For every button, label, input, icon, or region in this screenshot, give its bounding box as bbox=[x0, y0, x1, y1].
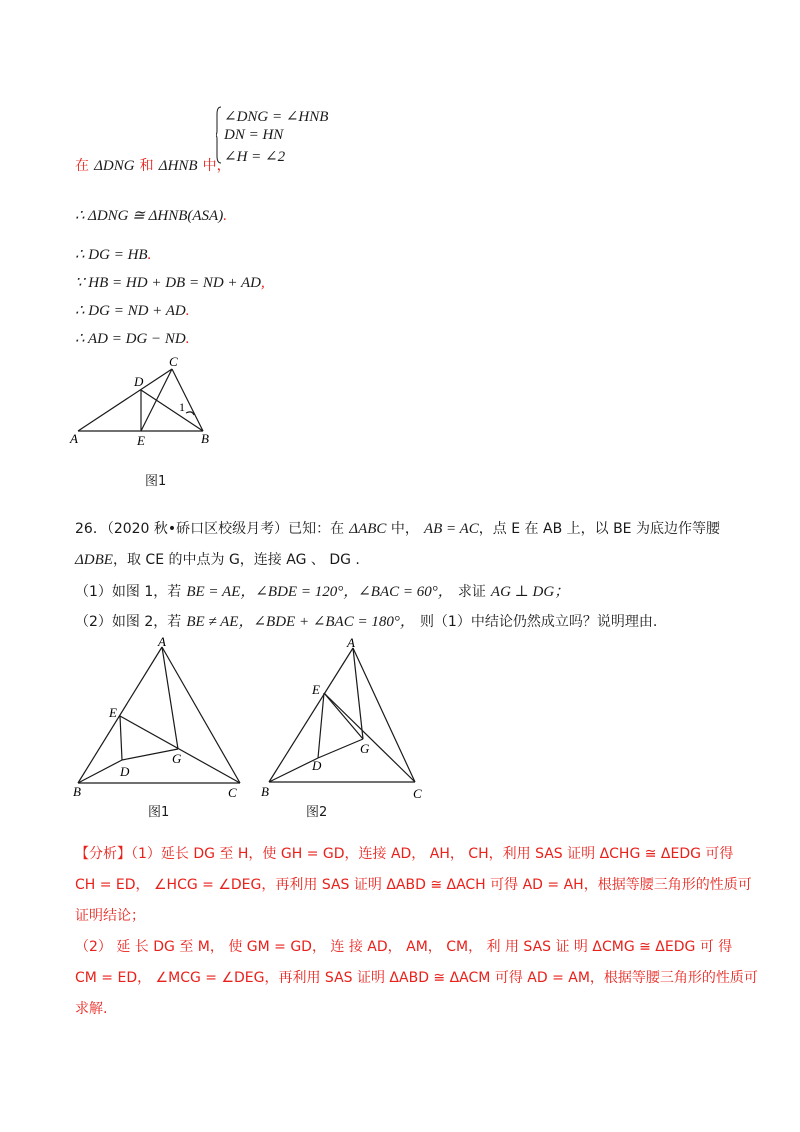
q2-a: （2）如图 2，若 bbox=[75, 614, 182, 630]
proof-step-2 bbox=[75, 244, 151, 264]
problem-line-2 bbox=[75, 549, 360, 569]
q1-a: （1）如图 1，若 bbox=[75, 584, 182, 600]
step-1-text: ∴ ΔDNG ≅ ΔHNB(ASA) bbox=[75, 208, 224, 224]
fig1-label-A: A bbox=[158, 635, 166, 649]
problem-point-e: ，点 E 在 AB 上，以 BE 为底边作等腰 bbox=[478, 521, 720, 537]
q2-b: BE ≠ AE，∠BDE + ∠BAC = 180°， bbox=[186, 614, 415, 630]
figure-2-caption: 图2 bbox=[306, 805, 328, 820]
fig-top-label-E: E bbox=[137, 433, 145, 448]
fig1-label-B: B bbox=[73, 784, 81, 799]
problem-line-1 bbox=[75, 518, 720, 538]
analysis-tag: 【分析】 bbox=[75, 846, 131, 862]
analysis-p2-line-2: CM = ED， ∠MCG = ∠DEG，再利用 SAS 证明 ΔABD ≅ ΔACM 可得 AD = AM，根据等腰三角形的性质可 bbox=[75, 970, 758, 986]
step-3-end: , bbox=[261, 275, 265, 291]
q2-c: 则（1）中结论仍然成立吗？说明理由. bbox=[419, 614, 658, 630]
analysis-p1-line-2: CH = ED， ∠HCG = ∠DEG，再利用 SAS 证明 ΔABD ≅ ΔACH 可得 AD = AH，根据等腰三角形的性质可 bbox=[75, 877, 752, 893]
problem-ab-ac: AB = AC bbox=[423, 521, 479, 537]
step-1-end: . bbox=[223, 208, 227, 224]
seg-AC bbox=[78, 369, 172, 431]
intro-triangle-1: ΔDNG bbox=[94, 158, 135, 174]
problem-zhong: 中， bbox=[386, 521, 419, 537]
analysis-p2-line-3: 求解. bbox=[75, 1001, 108, 1017]
seg-DB bbox=[141, 390, 203, 431]
problem-number: 26． bbox=[75, 521, 107, 537]
problem-triangle-dbe: ΔDBE bbox=[75, 552, 113, 568]
fig1-label-G: G bbox=[172, 751, 182, 766]
intro-zai: 在 bbox=[75, 158, 89, 174]
figure-1 bbox=[68, 635, 258, 805]
problem-take: ，取 CE 的中点为 G，连接 AG 、 DG . bbox=[112, 552, 360, 568]
fig2-label-A: A bbox=[347, 635, 355, 650]
seg-CB bbox=[172, 369, 203, 431]
fig-top-label-A: A bbox=[70, 431, 78, 446]
analysis-p1-line-1 bbox=[75, 843, 735, 863]
intro-he: 和 bbox=[139, 158, 154, 174]
problem-q2 bbox=[75, 610, 657, 631]
fig-top-label-C: C bbox=[169, 355, 178, 369]
step-3-text: ∵ HB = HD + DB = ND + AD bbox=[75, 275, 261, 291]
step-5-end: . bbox=[185, 331, 190, 347]
step-2-text: ∴ DG = HB bbox=[75, 247, 148, 263]
fig2-label-E: E bbox=[312, 682, 320, 697]
q1-c: 求证 bbox=[457, 584, 486, 600]
angle-1-arc bbox=[186, 412, 194, 415]
system-line-3: ∠H = ∠2 bbox=[224, 149, 286, 165]
fig2-label-C: C bbox=[413, 786, 422, 801]
system-line-2: DN = HN bbox=[224, 127, 284, 143]
figure-top-caption: 图1 bbox=[145, 474, 167, 489]
problem-q1 bbox=[75, 580, 569, 601]
fig1-label-C: C bbox=[228, 785, 237, 800]
fig-top-label-B: B bbox=[201, 431, 209, 446]
seg-CE bbox=[141, 369, 172, 431]
proof-step-5 bbox=[75, 328, 190, 348]
q1-d: AG ⊥ DG； bbox=[490, 584, 570, 600]
step-4-text: ∴ DG = ND + AD bbox=[75, 303, 186, 319]
proof-step-1 bbox=[75, 205, 227, 225]
proof-step-4 bbox=[75, 300, 190, 320]
intro-zhong: 中， bbox=[202, 158, 231, 174]
fig2-label-D: D bbox=[312, 758, 322, 773]
fig-top-label-D: D bbox=[134, 374, 144, 389]
figure-1-caption: 图1 bbox=[148, 805, 170, 820]
step-4-end: . bbox=[185, 303, 190, 319]
system-line-1: ∠DNG = ∠HNB bbox=[224, 109, 329, 125]
fig1-label-E: E bbox=[109, 705, 117, 720]
figure-top bbox=[68, 355, 228, 450]
proof-step-3 bbox=[75, 272, 265, 292]
fig1-label-D: D bbox=[120, 764, 130, 779]
q1-b: BE = AE，∠BDE = 120°，∠BAC = 60°， bbox=[186, 584, 453, 600]
fig2-label-G: G bbox=[360, 741, 370, 756]
step-5-text: ∴ AD = DG − ND bbox=[75, 331, 186, 347]
fig2-label-B: B bbox=[261, 784, 269, 799]
proof-intro bbox=[75, 155, 231, 175]
analysis-p1-line-3: 证明结论； bbox=[75, 908, 145, 924]
problem-source: （2020 秋•硚口区校级月考）已知：在 bbox=[106, 521, 345, 537]
fig-top-label-1: 1 bbox=[179, 400, 185, 414]
intro-triangle-2: ΔHNB bbox=[158, 158, 198, 174]
analysis-p1-l1: （1）延长 DG 至 H，使 GH = GD，连接 AD， AH， CH，利用 SAS 证明 ΔCHG ≅ ΔEDG 可得 bbox=[131, 846, 734, 862]
problem-triangle-abc: ΔABC bbox=[349, 521, 387, 537]
step-2-end: . bbox=[147, 247, 152, 263]
analysis-p2-line-1: （2） 延 长 DG 至 M， 使 GM = GD， 连 接 AD， AM， CM， 利 用 SAS 证 明 ΔCMG ≅ ΔEDG 可 得 bbox=[75, 939, 733, 955]
figure-2 bbox=[255, 632, 445, 804]
